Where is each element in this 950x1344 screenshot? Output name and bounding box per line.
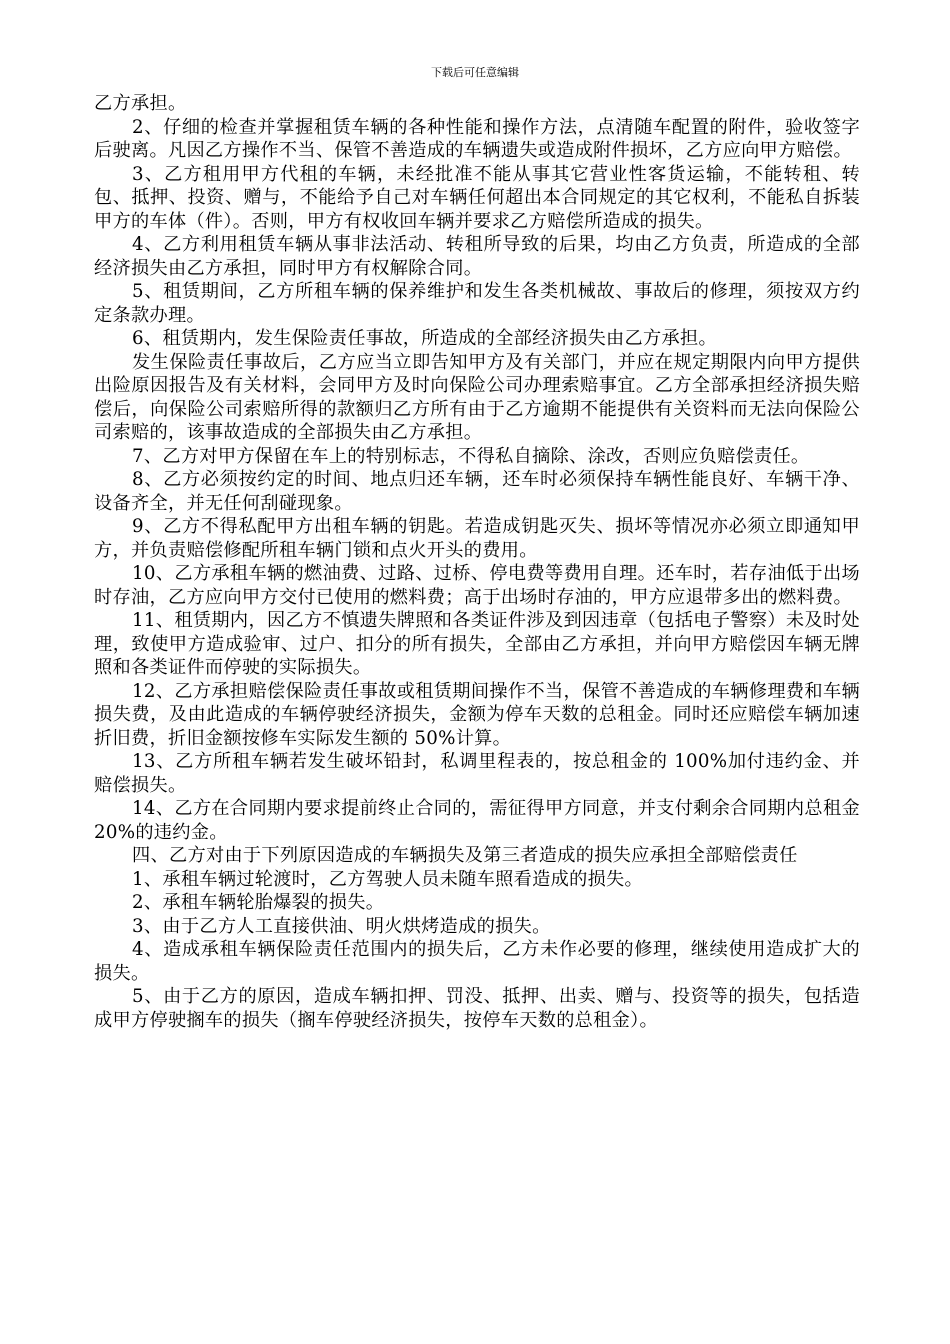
paragraph: 3、乙方租用甲方代租的车辆，未经批准不能从事其它营业性客货运输，不能转租、转包、抵押、投资、赠与，不能给予自己对车辆任何超出本合同规定的其它权利，不能私自拆装甲方的车体（件）。否则，甲方有权收回车辆并要求乙方赔偿所造成的损失。 <box>94 163 860 232</box>
paragraph: 5、由于乙方的原因，造成车辆扣押、罚没、抵押、出卖、赠与、投资等的损失，包括造成甲方停驶搁车的损失（搁车停驶经济损失，按停车天数的总租金）。 <box>94 986 860 1031</box>
paragraph: 2、仔细的检查并掌握租赁车辆的各种性能和操作方法，点清随车配置的附件，验收签字后驶离。凡因乙方操作不当、保管不善造成的车辆遗失或造成附件损坏，乙方应向甲方赔偿。 <box>94 116 860 161</box>
paragraph: 12、乙方承担赔偿保险责任事故或租赁期间操作不当，保管不善造成的车辆修理费和车辆损失费，及由此造成的车辆停驶经济损失，金额为停车天数的总租金。同时还应赔偿车辆加速折旧费，折旧金额按修车实际发生额的 50%计算。 <box>94 680 860 749</box>
paragraph: 7、乙方对甲方保留在车上的特别标志，不得私自摘除、涂改，否则应负赔偿责任。 <box>132 445 810 467</box>
paragraph: 3、由于乙方人工直接供油、明火烘烤造成的损失。 <box>132 915 551 937</box>
document-body <box>94 92 860 1032</box>
paragraph: 9、乙方不得私配甲方出租车辆的钥匙。若造成钥匙灭失、损坏等情况亦必须立即通知甲方，并负责赔偿修配所租车辆门锁和点火开头的费用。 <box>94 516 860 561</box>
paragraph: 四、乙方对由于下列原因造成的车辆损失及第三者造成的损失应承担全部赔偿责任 <box>132 845 798 866</box>
paragraph: 8、乙方必须按约定的时间、地点归还车辆，还车时必须保持车辆性能良好、车辆干净、设备齐全，并无任何刮碰现象。 <box>94 469 860 514</box>
paragraph: 4、造成承租车辆保险责任范围内的损失后，乙方未作必要的修理，继续使用造成扩大的损失。 <box>94 939 860 984</box>
paragraph: 发生保险责任事故后，乙方应当立即告知甲方及有关部门，并应在规定期限内向甲方提供出险原因报告及有关材料，会同甲方及时向保险公司办理索赔事宜。乙方全部承担经济损失赔偿后，向保险公司索赔所得的款额归乙方所有由于乙方逾期不能提供有关资料而无法向保险公司索赔的，该事故造成的全部损失由乙方承担。 <box>94 351 860 443</box>
paragraph: 乙方承担。 <box>94 93 187 114</box>
paragraph: 5、租赁期间，乙方所租车辆的保养维护和发生各类机械故、事故后的修理，须按双方约定条款办理。 <box>94 281 860 326</box>
paragraph: 11、租赁期内，因乙方不慎遗失牌照和各类证件涉及到因违章（包括电子警察）未及时处理，致使甲方造成验审、过户、扣分的所有损失，全部由乙方承担，并向甲方赔偿因车辆无牌照和各类证件而停驶的实际损失。 <box>94 610 860 678</box>
paragraph: 13、乙方所租车辆若发生破坏铅封，私调里程表的，按总租金的 100%加付违约金、并赔偿损失。 <box>94 751 860 796</box>
paragraph: 4、乙方利用租赁车辆从事非法活动、转租所导致的后果，均由乙方负责，所造成的全部经济损失由乙方承担，同时甲方有权解除合同。 <box>94 234 860 279</box>
paragraph: 14、乙方在合同期内要求提前终止合同的，需征得甲方同意，并支付剩余合同期内总租金 20%的违约金。 <box>94 798 860 843</box>
paragraph: 10、乙方承租车辆的燃油费、过路、过桥、停电费等费用自理。还车时，若存油低于出场时存油，乙方应向甲方交付已使用的燃料费；高于出场时存油的，甲方应退带多出的燃料费。 <box>94 563 860 608</box>
paragraph: 1、承租车辆过轮渡时，乙方驾驶人员未随车照看造成的损失。 <box>132 868 644 890</box>
paragraph: 6、租赁期内，发生保险责任事故，所造成的全部经济损失由乙方承担。 <box>132 328 717 349</box>
page-header: 下载后可任意编辑 <box>431 66 519 79</box>
paragraph: 2、承租车辆轮胎爆裂的损失。 <box>132 892 385 913</box>
